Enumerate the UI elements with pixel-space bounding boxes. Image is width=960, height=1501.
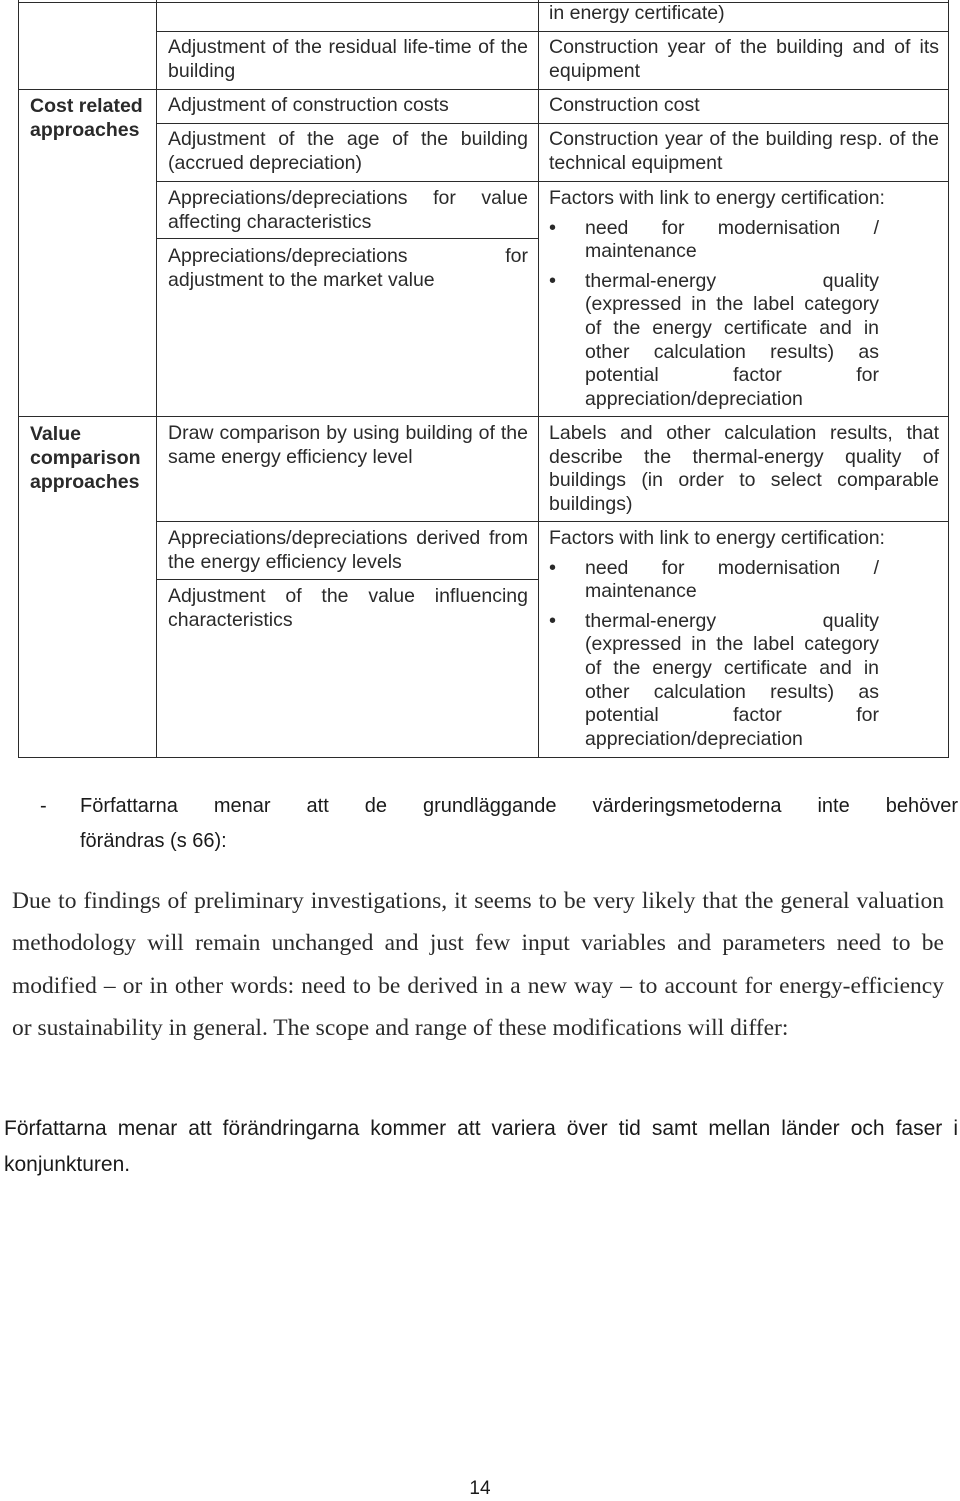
table-cell-fragment: in energy certificate): [549, 2, 725, 24]
body-paragraph: Författarna menar att förändringarna kommer att variera över tid samt mellan länder och faser i konjunkturen.: [4, 1117, 958, 1176]
list-item: • thermal-energy quality (expressed in the label category of the energy certificate and in other calculation results) as potential factor for appreciation/depreciation: [549, 270, 879, 412]
factors-heading: Factors with link to energy certification:: [549, 527, 885, 549]
labels-cell: Labels and other calculation results, that describe the thermal-energy quality of buildings (in order to select comparable buildings): [549, 422, 939, 515]
cost-factors-cell: [549, 187, 885, 411]
comparison-factors-cell: [549, 527, 885, 751]
valuation-table: [18, 0, 950, 758]
cost-row-adjustment: Adjustment of the age of the building (accrued depreciation): [168, 128, 528, 174]
table-divider-col2: [538, 0, 539, 758]
value-characteristics-cell: Appreciations/depreciations for value affecting characteristics: [168, 187, 528, 233]
dash-paragraph-line: förändras (s 66):: [80, 830, 227, 852]
factors-list: [549, 217, 879, 412]
cost-row-adjustment: Adjustment of the residual life-time of the building: [168, 36, 528, 82]
value-comparison-label: Value comparison approaches: [30, 423, 141, 493]
dash-paragraph-line: Författarna menar att de grundläggande värderingsmetoderna inte behöver: [80, 795, 958, 817]
dash-marker: -: [40, 795, 47, 817]
table-row-divider: [156, 123, 949, 124]
dash-paragraph: [40, 789, 958, 859]
factors-heading: Factors with link to energy certification:: [549, 187, 885, 209]
cost-approach-label: Cost related approaches: [30, 95, 143, 141]
table-row-divider: [156, 181, 949, 182]
table-border-left: [18, 0, 19, 758]
value-influencing-cell: Adjustment of the value influencing characteristics: [168, 585, 528, 631]
factors-list: [549, 557, 879, 752]
market-value-cell: Appreciations/depreciations for adjustment to the market value: [168, 245, 528, 291]
table-row-divider: [156, 579, 539, 580]
draw-comparison-cell: Draw comparison by using building of the same energy efficiency level: [168, 422, 528, 468]
list-item: • thermal-energy quality (expressed in the label category of the energy certificate and in other calculation results) as potential factor for appreciation/depreciation: [549, 610, 879, 752]
table-row-divider: [156, 521, 949, 522]
cost-row-basis: Construction cost: [549, 94, 700, 116]
cost-row-basis: Construction year of the building and of its equipment: [549, 36, 939, 82]
table-border-bottom: [18, 757, 949, 758]
cost-row-adjustment: Adjustment of construction costs: [168, 94, 449, 116]
cost-row-basis: Construction year of the building resp. of the technical equipment: [549, 128, 939, 174]
quoted-passage: Due to findings of preliminary investigations, it seems to be very likely that the general valuation methodology will remain unchanged and just few input variables and parameters need to be modified – or in other words: need to be derived in a new way – to account for energy-efficiency or sustainability in general. The scope and range of these modifications will differ:: [12, 888, 944, 1041]
table-row-divider: [18, 89, 949, 90]
list-item: • need for modernisation / maintenance: [549, 557, 879, 604]
table-divider-col1: [156, 0, 157, 758]
table-row-divider: [156, 31, 949, 32]
page-number: 14: [469, 1478, 491, 1499]
table-row-divider: [18, 416, 949, 417]
table-border-right: [948, 0, 949, 758]
derived-cell: Appreciations/depreciations derived from the energy efficiency levels: [168, 527, 528, 573]
table-row-divider: [156, 238, 539, 239]
list-item: • need for modernisation / maintenance: [549, 217, 879, 264]
